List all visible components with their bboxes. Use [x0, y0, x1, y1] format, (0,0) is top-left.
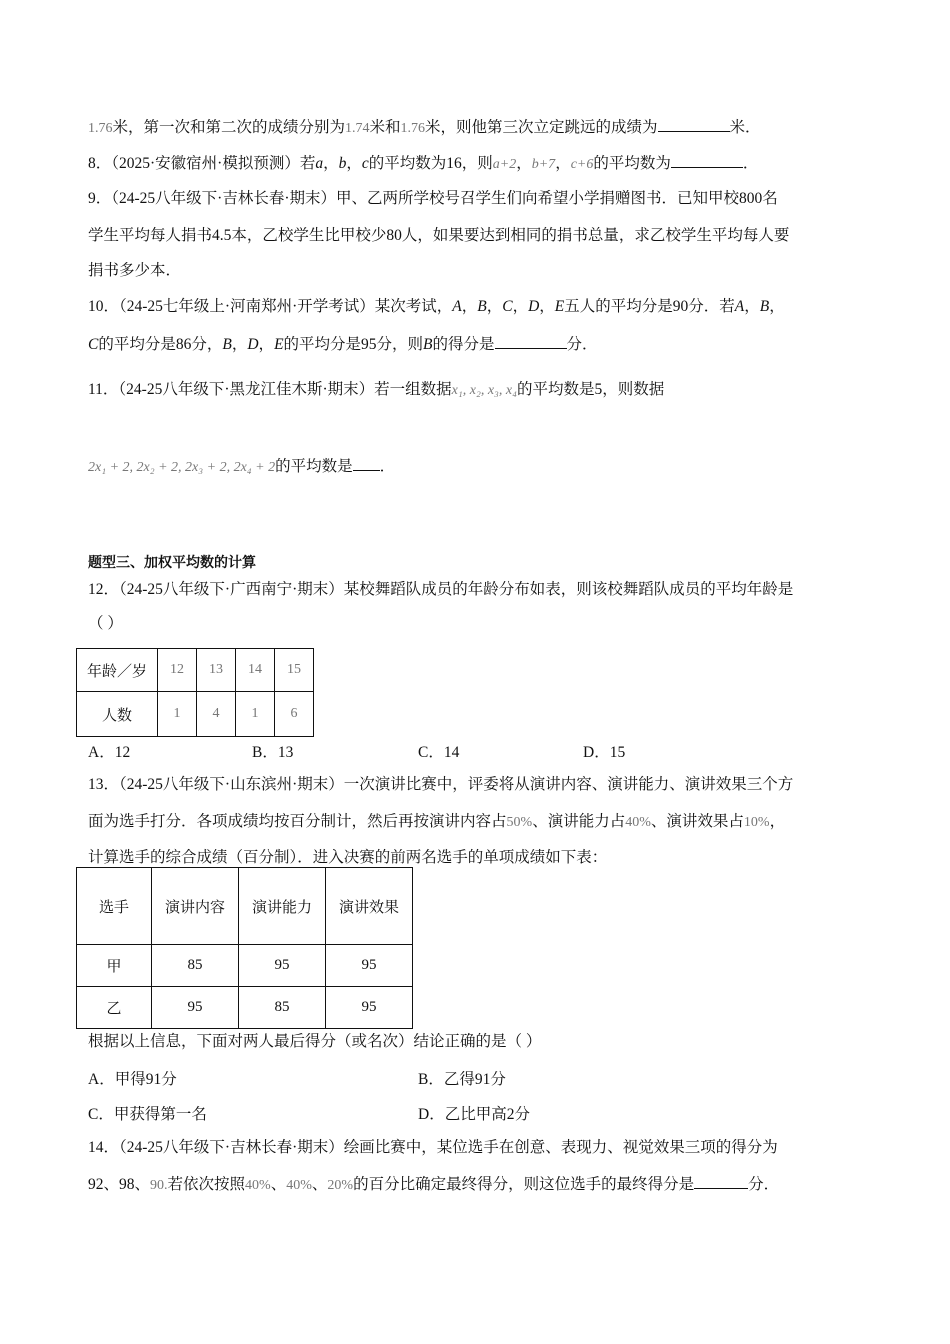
text-segment: 分． — [566, 336, 598, 353]
text-segment: ， — [258, 336, 275, 353]
text-segment: ， — [231, 336, 248, 353]
text-segment: 根据以上信息，下面对两人最后得分（或名次）结论正确的是（ ） — [88, 1033, 542, 1050]
table-cell: 年龄／岁 — [77, 649, 158, 692]
text-segment: 分． — [748, 1176, 780, 1193]
text-segment: ， — [555, 155, 571, 172]
text-line — [88, 1174, 779, 1196]
text-segment: 的得分是 — [432, 336, 495, 353]
table-row — [77, 692, 314, 737]
text-line — [88, 614, 123, 634]
text-segment: 10．（24-25七年级上·河南郑州·开学考试）某次考试， — [88, 298, 453, 315]
text-segment: 学生平均每人捐书4.5本，乙校学生比甲校少80人，如果要达到相同的捐书总量，求乙校学生平均每人要 — [88, 227, 790, 244]
text-line — [88, 153, 758, 175]
option-a: A．12 — [88, 744, 131, 761]
option-b: B．乙得91分 — [418, 1071, 506, 1088]
text-segment: B — [477, 298, 487, 315]
text-line — [88, 117, 761, 139]
text-segment: ． — [742, 155, 759, 172]
score-table — [76, 867, 413, 1029]
math-expression: 10% — [743, 815, 770, 830]
math-expression: 40% — [245, 1178, 271, 1193]
text-line — [88, 334, 598, 355]
math-expression: 90. — [150, 1178, 168, 1193]
math-expression: 1.76 — [88, 121, 113, 136]
text-segment: 12．（24-25八年级下·广西南宁·期末）某校舞蹈队成员的年龄分布如表，则该校舞蹈队成员的平均年龄是 — [88, 581, 794, 598]
table-row — [77, 945, 413, 987]
math-expression: a+2 — [492, 157, 517, 172]
table-cell: 甲 — [77, 945, 152, 987]
text-segment: 14．（24-25八年级下·吉林长春·期末）绘画比赛中，某位选手在创意、表现力、视觉效果三项的得分为 — [88, 1139, 778, 1156]
text-segment: 、 — [311, 1176, 328, 1193]
option-d: D．乙比甲高2分 — [418, 1106, 530, 1123]
text-segment: 的百分比确定最终得分，则这位选手的最终得分是 — [353, 1176, 695, 1193]
text-segment: C — [88, 336, 99, 353]
answer-blank — [353, 456, 380, 471]
text-segment: B — [423, 336, 433, 353]
text-segment: 米，则他第三次立定跳远的成绩为 — [425, 119, 658, 136]
text-line — [88, 297, 785, 317]
text-segment: 面为选手打分．各项成绩均按百分制计，然后再按演讲内容占 — [88, 813, 507, 830]
option-b: B．13 — [252, 744, 294, 761]
text-segment: 13．（24-25八年级下·山东滨州·期末）一次演讲比赛中，评委将从演讲内容、演讲能力、演讲效果三个方 — [88, 776, 794, 793]
text-line — [88, 380, 664, 401]
text-segment: E — [274, 336, 284, 353]
text-segment: B — [759, 298, 770, 315]
text-line — [88, 226, 789, 246]
table-row — [77, 649, 314, 692]
text-line — [88, 812, 785, 833]
table-cell: 95 — [326, 945, 413, 987]
option-d: D．15 — [583, 744, 626, 761]
text-segment: ， — [516, 155, 532, 172]
text-segment: B — [222, 336, 232, 353]
text-segment: 米． — [729, 119, 761, 136]
answer-blank — [671, 153, 743, 168]
age-table — [76, 648, 314, 737]
math-expression: x₁, x₂, x₃, x₄ — [451, 383, 517, 398]
text-segment: 的平均分是95分，则 — [283, 336, 424, 353]
text-segment: 捐书多少本． — [88, 262, 182, 279]
text-line — [88, 775, 793, 795]
table-cell: 4 — [197, 692, 236, 737]
table-row — [77, 987, 413, 1029]
text-segment: 92、98、 — [88, 1176, 151, 1193]
text-line — [88, 848, 607, 868]
text-segment: 、演讲能力占 — [532, 813, 626, 830]
text-segment: 的平均数是 — [275, 458, 353, 475]
option-c: C．甲获得第一名 — [88, 1106, 207, 1123]
table-cell: 95 — [239, 945, 326, 987]
text-segment: ， — [512, 298, 529, 315]
text-segment: 9．（24-25八年级下·吉林长春·期末）甲、乙两所学校号召学生们向希望小学捐赠图书．已知甲校800名 — [88, 190, 778, 207]
math-expression: 20% — [327, 1178, 354, 1193]
text-segment: b — [338, 155, 347, 172]
table-cell: 95 — [326, 987, 413, 1029]
math-expression: 40% — [625, 815, 651, 830]
math-expression: 1.76 — [400, 121, 426, 136]
math-expression: 1.74 — [345, 121, 370, 136]
table-cell: 乙 — [77, 987, 152, 1029]
text-segment: 8．（2025·安徽宿州·模拟预测）若 — [88, 155, 316, 172]
text-segment: ， — [769, 298, 785, 315]
text-segment: 米，第一次和第二次的成绩分别为 — [112, 119, 346, 136]
text-segment: ， — [346, 155, 362, 172]
math-expression: 40% — [286, 1178, 312, 1193]
text-segment: ， — [323, 155, 339, 172]
table-cell: 选手 — [77, 868, 152, 945]
table-row — [77, 868, 413, 945]
table-cell: 1 — [158, 692, 197, 737]
text-segment: A — [734, 298, 745, 315]
option-a: A．甲得91分 — [88, 1071, 177, 1088]
answer-blank — [495, 334, 567, 349]
table-cell: 85 — [152, 945, 239, 987]
text-segment: 的平均数为16，则 — [368, 155, 493, 172]
text-segment: 计算选手的综合成绩（百分制）．进入决赛的前两名选手的单项成绩如下表： — [88, 849, 608, 866]
text-line — [88, 261, 181, 281]
text-line — [88, 1138, 778, 1158]
text-segment: 若依次按照 — [167, 1176, 246, 1193]
table-cell: 6 — [275, 692, 314, 737]
text-segment: C — [502, 298, 513, 315]
math-expression: 2x₁ + 2, 2x₂ + 2, 2x₃ + 2, 2x₄ + 2 — [88, 460, 276, 475]
text-line — [88, 189, 778, 209]
text-line — [88, 456, 395, 478]
text-line — [88, 1032, 541, 1052]
section-heading: 题型三、加权平均数的计算 — [88, 555, 256, 571]
text-segment: ， — [486, 298, 503, 315]
table-cell: 95 — [152, 987, 239, 1029]
text-segment: D — [247, 336, 259, 353]
text-segment: 的平均数为 — [593, 155, 671, 172]
text-segment: 11．（24-25八年级下·黑龙江佳木斯·期末）若一组数据 — [88, 381, 452, 398]
text-segment: ， — [769, 813, 786, 830]
text-segment: ， — [461, 298, 478, 315]
table-cell: 演讲效果 — [326, 868, 413, 945]
option-c: C．14 — [418, 744, 460, 761]
text-segment: 、 — [270, 1176, 287, 1193]
table-cell: 1 — [236, 692, 275, 737]
text-segment: ， — [744, 298, 760, 315]
table-cell: 演讲内容 — [152, 868, 239, 945]
math-expression: b+7 — [531, 157, 556, 172]
text-segment: ， — [539, 298, 555, 315]
text-segment: ． — [379, 458, 396, 475]
text-segment: D — [528, 298, 540, 315]
table-cell: 14 — [236, 649, 275, 692]
text-line — [88, 553, 256, 573]
answer-blank — [694, 1174, 748, 1189]
text-segment: （ ） — [88, 615, 123, 632]
text-line — [88, 580, 793, 600]
text-segment: 、演讲效果占 — [650, 813, 744, 830]
answer-blank — [658, 117, 730, 132]
table-cell: 13 — [197, 649, 236, 692]
text-segment: 五人的平均分是90分．若 — [564, 298, 735, 315]
math-expression: 50% — [506, 815, 533, 830]
table-cell: 人数 — [77, 692, 158, 737]
math-expression: c+6 — [570, 157, 594, 172]
table-cell: 演讲能力 — [239, 868, 326, 945]
text-segment: c — [361, 155, 369, 172]
table-cell: 85 — [239, 987, 326, 1029]
text-segment: a — [315, 155, 324, 172]
text-segment: 米和 — [369, 119, 401, 136]
text-segment: 的平均数是5，则数据 — [517, 381, 665, 398]
table-cell: 12 — [158, 649, 197, 692]
text-segment: E — [554, 298, 565, 315]
table-cell: 15 — [275, 649, 314, 692]
text-segment: 的平均分是86分， — [98, 336, 223, 353]
text-segment: A — [452, 298, 462, 315]
